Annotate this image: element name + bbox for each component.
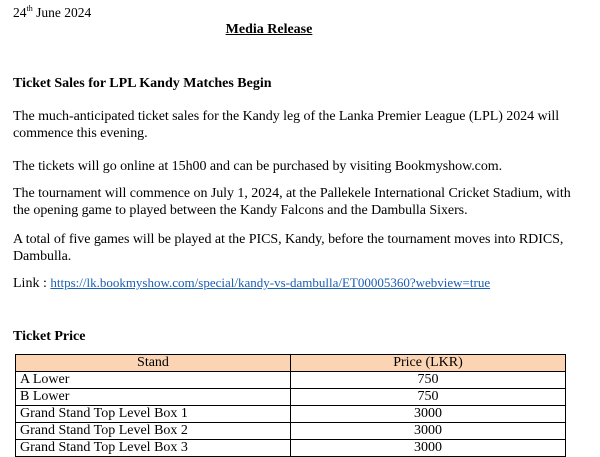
paragraph-online-time: The tickets will go online at 15h00 and can be purchased by visiting Bookmyshow.com. <box>13 159 503 174</box>
link-label: Link : <box>13 276 51 291</box>
column-header-stand: Stand <box>16 355 291 372</box>
date-suffix: th <box>26 3 33 13</box>
paragraph-ticket-sales: The much-anticipated ticket sales for the Kandy leg of the Lanka Premier League (LPL) 2024 will commence this evening. <box>13 109 560 141</box>
release-date <box>13 5 91 21</box>
stand-cell: A Lower <box>16 372 291 389</box>
date-day: 24 <box>13 5 27 20</box>
headline: Ticket Sales for LPL Kandy Matches Begin <box>13 76 272 91</box>
paragraph-games-count: A total of five games will be played at the PICS, Kandy, before the tournament moves into RDICS, Dambulla. <box>13 232 564 264</box>
price-cell: 3000 <box>291 406 566 423</box>
ticket-price-table <box>15 354 566 457</box>
table-row <box>16 389 566 406</box>
table-header-row <box>16 355 566 372</box>
paragraph-tournament-start: The tournament will commence on July 1, 2024, at the Pallekele International Cricket Stadium, with the opening game to played between the Kandy Falcons and the Dambulla Sixers. <box>13 186 571 218</box>
price-cell: 3000 <box>291 440 566 457</box>
table-row <box>16 372 566 389</box>
table-row <box>16 423 566 440</box>
stand-cell: B Lower <box>16 389 291 406</box>
price-cell: 750 <box>291 389 566 406</box>
stand-cell: Grand Stand Top Level Box 3 <box>16 440 291 457</box>
column-header-price: Price (LKR) <box>291 355 566 372</box>
table-row <box>16 440 566 457</box>
price-cell: 750 <box>291 372 566 389</box>
media-release-title: Media Release <box>225 22 313 37</box>
table-row <box>16 406 566 423</box>
ticket-price-heading: Ticket Price <box>13 329 86 344</box>
link-line <box>13 275 490 292</box>
price-cell: 3000 <box>291 423 566 440</box>
stand-cell: Grand Stand Top Level Box 2 <box>16 423 291 440</box>
date-month-year: June 2024 <box>32 5 92 20</box>
stand-cell: Grand Stand Top Level Box 1 <box>16 406 291 423</box>
bookmyshow-link[interactable]: https://lk.bookmyshow.com/special/kandy-vs-dambulla/ET00005360?webview=true <box>50 275 491 290</box>
